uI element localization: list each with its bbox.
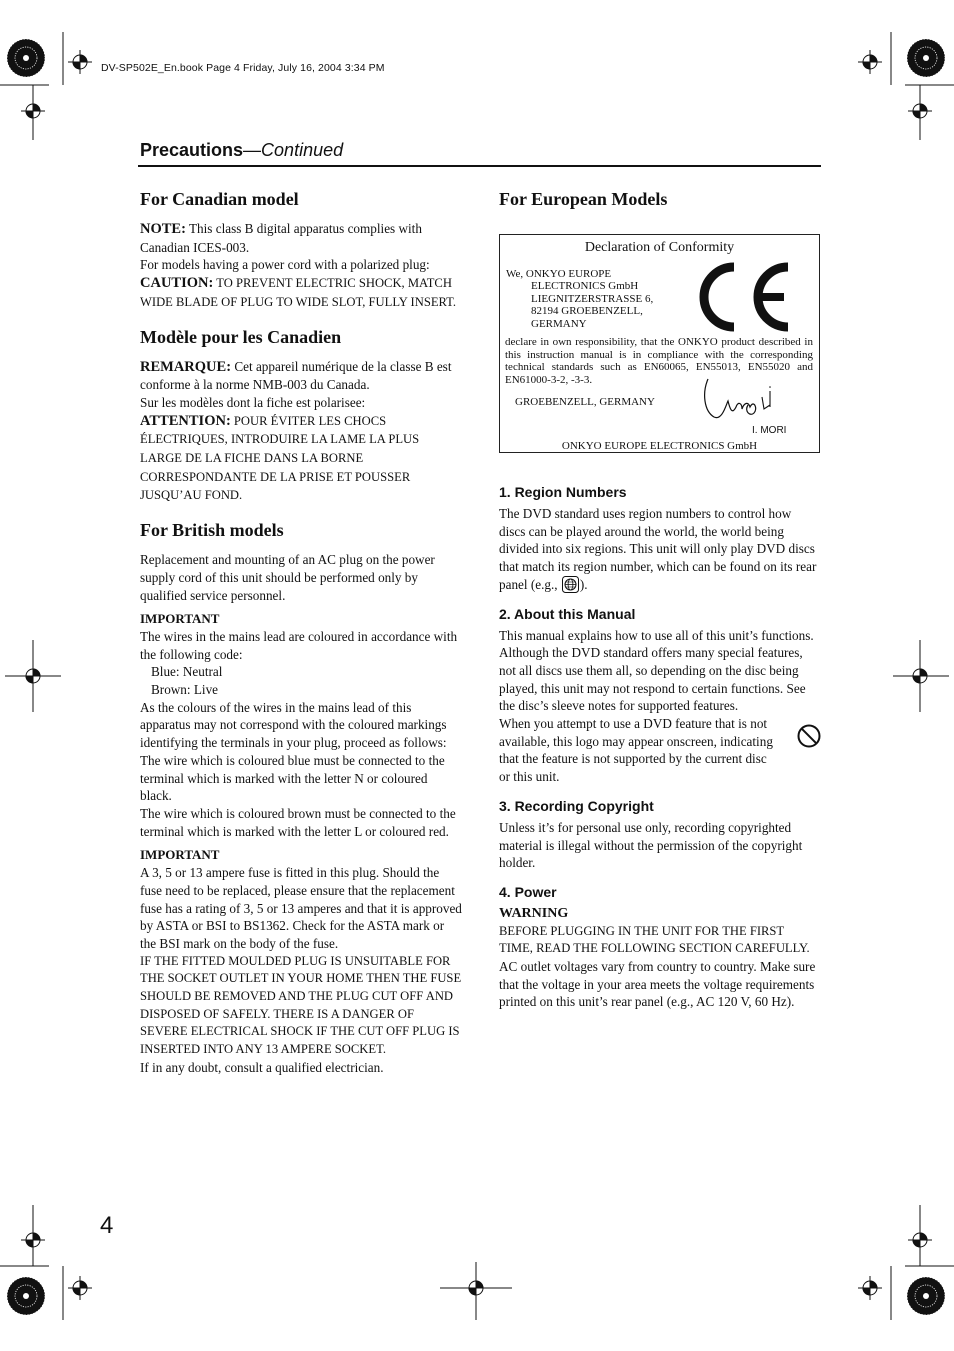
attention bbox=[140, 412, 462, 506]
declaration-addr-4: GERMANY bbox=[531, 317, 587, 330]
copyright-heading: 3. Recording Copyright bbox=[499, 797, 654, 814]
power-warning-label: WARNING bbox=[499, 905, 569, 921]
cord-text: For models having a power cord with a polarized plug: bbox=[140, 257, 430, 273]
brown-wire-text: The wire which is coloured brown must be connected to the terminal which is marked with the letter L or coloured red. bbox=[140, 805, 456, 839]
right-column bbox=[499, 188, 820, 1011]
left-column bbox=[140, 188, 462, 1077]
code-brown: Brown: Live bbox=[151, 682, 219, 698]
remarque-text: Cet appareil numérique de la classe B est conforme à la norme NMB-003 du Canada. bbox=[140, 358, 452, 393]
note-label: NOTE: bbox=[140, 221, 186, 237]
fuse-text: A 3, 5 or 13 ampere fuse is fitted in this plug. Should the fuse need to be replaced, please ensure that the replacement fuse has a rating of 3, 5 or 13 amperes and that it is approved by ASTA or BSI to BS1362. Check for the ASTA mark or the BSI mark on the body of the fuse. bbox=[140, 865, 462, 951]
canadian-caution bbox=[140, 274, 462, 311]
signature-icon bbox=[700, 375, 780, 425]
power-heading: 4. Power bbox=[499, 883, 557, 900]
caution-label: CAUTION: bbox=[140, 275, 214, 292]
region-heading: 1. Region Numbers bbox=[499, 484, 627, 500]
region-text-end: ). bbox=[579, 576, 588, 592]
remarque-label: REMARQUE: bbox=[140, 358, 232, 375]
code-blue: Blue: Neutral bbox=[151, 664, 223, 680]
region-globe-icon bbox=[562, 576, 579, 593]
canadian-note bbox=[140, 220, 462, 256]
power-warning-text: BEFORE PLUGGING IN THE UNIT FOR THE FIRST TIME, READ THE FOLLOWING SECTION CAREFULLY. bbox=[499, 923, 810, 956]
canadien-fr-heading: Modèle pour les Canadien bbox=[140, 326, 342, 347]
declaration-signer: I. MORI bbox=[752, 425, 787, 436]
manual-text: This manual explains how to use all of this unit’s functions. Although the DVD standard offers many special features, not all discs use them all, so depending on the disc being played, this unit may not respond to certain functions. See the disc’s sleeve notes for supported features. bbox=[499, 627, 814, 714]
declaration-box bbox=[499, 234, 820, 453]
colours-text: As the colours of the wires in the mains lead of this apparatus may not correspond with the coloured markings identifying the terminals in your plug, proceed as follows: bbox=[140, 699, 447, 751]
prohibited-icon bbox=[796, 723, 822, 749]
important-label-2: IMPORTANT bbox=[140, 847, 220, 863]
european-heading: For European Models bbox=[499, 189, 668, 209]
manual-logo-text: When you attempt to use a DVD feature that is not available, this logo may appear onscreen, indicating that the feature is not supported by the current disc or this unit. bbox=[499, 716, 773, 785]
declaration-addr-3: 82194 GROEBENZELL, bbox=[531, 305, 643, 318]
declaration-title: Declaration of Conformity bbox=[584, 240, 735, 255]
file-header: DV-SP502E_En.book Page 4 Friday, July 16, 2004 3:34 PM bbox=[101, 62, 385, 74]
declaration-company: ONKYO EUROPE ELECTRONICS GmbH bbox=[561, 440, 758, 452]
british-intro: Replacement and mounting of an AC plug on the power supply cord of this unit should be performed only by qualified service personnel. bbox=[140, 552, 435, 603]
power-text: AC outlet voltages vary from country to country. Make sure that the voltage in your area meets the voltage requirements printed on this unit’s rear panel (e.g., AC 120 V, 60 Hz). bbox=[499, 959, 816, 1010]
header-rule bbox=[138, 165, 821, 167]
running-head-title: Precautions bbox=[140, 140, 244, 160]
plug-warning: IF THE FITTED MOULDED PLUG IS UNSUITABLE FOR THE SOCKET OUTLET IN YOUR HOME THEN THE FUSE SHOULD BE REMOVED AND THE PLUG CUT OFF AND DISPOSED OF SAFELY. THERE IS A DANGER OF SEVERE ELECTRICAL SHOCK IF THE CUT OFF PLUG IS INSERTED INTO ANY 13 AMPERE SOCKET. bbox=[140, 953, 462, 1057]
region-text bbox=[499, 505, 820, 594]
running-head-suffix: —Continued bbox=[243, 140, 344, 160]
prohibited-logo-row bbox=[499, 715, 820, 786]
running-head bbox=[140, 140, 343, 161]
declaration-addr-1: ELECTRONICS GmbH bbox=[531, 280, 639, 293]
declaration-we: We, ONKYO EUROPE bbox=[506, 268, 612, 280]
fiche-text: Sur les modèles dont la fiche est polarisee: bbox=[140, 394, 366, 410]
attention-text: POUR ÉVITER LES CHOCS ÉLECTRIQUES, INTRODUIRE LA LAME LA PLUS LARGE DE LA FICHE DANS LA BORNE CORRESPONDANTE DE LA PRISE ET POUSSER JUSQU’AU FOND. bbox=[140, 413, 420, 503]
remarque bbox=[140, 358, 462, 394]
wires-text: The wires in the mains lead are coloured in accordance with the following code: bbox=[140, 628, 458, 662]
ce-mark-icon bbox=[692, 259, 792, 335]
note-text: This class B digital apparatus complies with Canadian ICES-003. bbox=[140, 221, 422, 255]
declaration-address bbox=[506, 268, 653, 330]
blue-wire-text: The wire which is coloured blue must be connected to the terminal which is marked with the letter N or coloured black. bbox=[140, 752, 445, 804]
page-number: 4 bbox=[100, 1212, 114, 1239]
declaration-addr-2: LIEGNITZERSTRASSE 6, bbox=[531, 292, 654, 305]
declaration-text: declare in own responsibility, that the ONKYO product described in this instruction manual is in compliance with the corresponding technical standards such as EN60065, EN55013, EN55020 and EN61000-3-2, -3-3. bbox=[505, 336, 813, 386]
caution-text: TO PREVENT ELECTRIC SHOCK, MATCH WIDE BLADE OF PLUG TO WIDE SLOT, FULLY INSERT. bbox=[140, 276, 457, 309]
canadian-heading: For Canadian model bbox=[140, 189, 299, 209]
copyright-text: Unless it’s for personal use only, recording copyrighted material is illegal without the permission of the copyright holder. bbox=[499, 819, 803, 871]
british-heading: For British models bbox=[140, 520, 284, 541]
important-label-1: IMPORTANT bbox=[140, 611, 220, 627]
attention-label: ATTENTION: bbox=[140, 412, 231, 429]
declaration-city: GROEBENZELL, GERMANY bbox=[515, 396, 655, 408]
manual-heading: 2. About this Manual bbox=[499, 605, 636, 622]
region-text-body: The DVD standard uses region numbers to control how discs can be played around the world, the world being divided into six regions. This unit will only play DVD discs that match its region number, which can be found on its rear panel (e.g., bbox=[499, 506, 817, 592]
doubt-text: If in any doubt, consult a qualified electrician. bbox=[140, 1059, 384, 1075]
